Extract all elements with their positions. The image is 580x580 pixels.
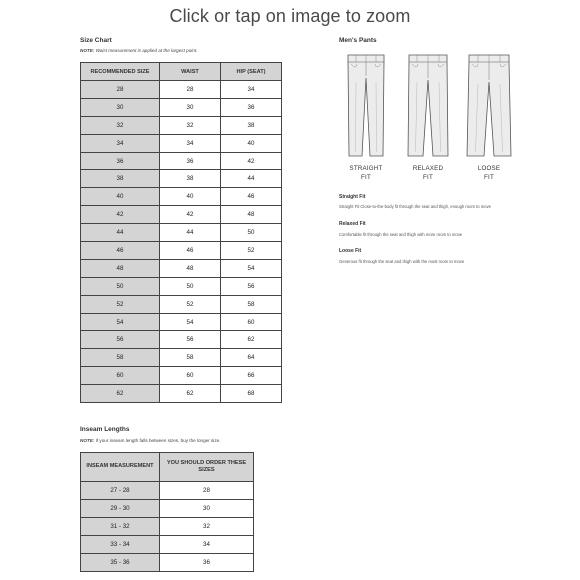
table-cell: 38 (221, 116, 282, 134)
table-row (81, 170, 282, 188)
table-cell: 50 (160, 277, 221, 295)
table-cell: 54 (160, 313, 221, 331)
table-cell: 58 (160, 349, 221, 367)
inseam-note-text: If your inseam length falls between sizes, buy the longer size. (95, 438, 221, 443)
table-cell: 66 (221, 367, 282, 385)
table-cell: 33 - 34 (81, 536, 160, 554)
table-cell: 68 (221, 385, 282, 403)
table-cell: 36 (221, 98, 282, 116)
table-row (81, 536, 254, 554)
inseam-title: Inseam Lengths (80, 426, 130, 433)
table-cell: 42 (221, 152, 282, 170)
table-cell: 40 (160, 188, 221, 206)
table-cell: 52 (81, 295, 160, 313)
table-cell: 40 (221, 134, 282, 152)
fit-label-relaxed (403, 164, 453, 182)
table-row (81, 500, 254, 518)
table-row (81, 277, 282, 295)
table-cell: 50 (221, 224, 282, 242)
table-row (81, 349, 282, 367)
table-cell: 58 (221, 295, 282, 313)
table-row (81, 152, 282, 170)
table-row (81, 188, 282, 206)
table-cell: 42 (81, 206, 160, 224)
table-cell: 44 (160, 224, 221, 242)
table-cell: 50 (81, 277, 160, 295)
size-chart-note-text: Waist measurement is applied at the largest point. (95, 48, 198, 53)
table-row (81, 295, 282, 313)
desc-relaxed-title: Relaxed Fit (339, 221, 366, 227)
col-recommended-size: RECOMMENDED SIZE (81, 63, 160, 81)
fit-label-straight-line2: FIT (361, 174, 371, 181)
mens-pants-title: Men's Pants (339, 37, 377, 44)
table-row (81, 367, 282, 385)
table-row (81, 554, 254, 572)
inseam-header-row (81, 453, 254, 482)
table-cell: 46 (221, 188, 282, 206)
table-cell: 62 (160, 385, 221, 403)
table-cell: 56 (160, 331, 221, 349)
fit-label-relaxed-line2: FIT (423, 174, 433, 181)
fit-label-straight-line1: STRAIGHT (349, 165, 383, 172)
table-cell: 34 (160, 536, 254, 554)
col-hip-seat: HIP (SEAT) (221, 63, 282, 81)
table-cell: 52 (160, 295, 221, 313)
table-cell: 62 (81, 385, 160, 403)
desc-loose-text: Generous fit through the seat and thigh with the most room to move (339, 259, 465, 264)
table-cell: 48 (81, 259, 160, 277)
size-chart-note (80, 48, 197, 53)
fit-label-loose-line2: FIT (484, 174, 494, 181)
col-inseam-measurement: INSEAM MEASUREMENT (81, 453, 160, 482)
size-chart-table (80, 62, 282, 403)
table-row (81, 81, 282, 99)
table-cell: 28 (160, 482, 254, 500)
table-row (81, 116, 282, 134)
col-order-sizes: YOU SHOULD ORDER THESE SIZES (160, 453, 254, 482)
fit-label-straight (341, 164, 391, 182)
table-cell: 52 (221, 242, 282, 260)
table-cell: 36 (81, 152, 160, 170)
table-cell: 60 (81, 367, 160, 385)
table-cell: 32 (81, 116, 160, 134)
table-cell: 30 (160, 98, 221, 116)
table-cell: 28 (160, 81, 221, 99)
table-cell: 56 (81, 331, 160, 349)
table-cell: 38 (81, 170, 160, 188)
table-cell: 56 (221, 277, 282, 295)
table-cell: 27 - 28 (81, 482, 160, 500)
inseam-note (80, 438, 220, 443)
desc-loose-title: Loose Fit (339, 248, 362, 254)
table-cell: 28 (81, 81, 160, 99)
inseam-table (80, 452, 254, 572)
table-cell: 34 (160, 134, 221, 152)
col-waist: WAIST (160, 63, 221, 81)
table-row (81, 331, 282, 349)
table-cell: 32 (160, 116, 221, 134)
table-cell: 48 (221, 206, 282, 224)
table-cell: 31 - 32 (81, 518, 160, 536)
table-row (81, 385, 282, 403)
table-cell: 58 (81, 349, 160, 367)
zoom-hint[interactable]: Click or tap on image to zoom (169, 6, 411, 26)
table-cell: 36 (160, 152, 221, 170)
table-cell: 60 (221, 313, 282, 331)
table-cell: 40 (81, 188, 160, 206)
table-cell: 44 (221, 170, 282, 188)
table-row (81, 259, 282, 277)
table-row (81, 313, 282, 331)
table-cell: 29 - 30 (81, 500, 160, 518)
desc-straight-title: Straight Fit (339, 194, 366, 200)
size-chart-note-label: NOTE: (80, 48, 95, 53)
table-cell: 30 (160, 500, 254, 518)
table-cell: 48 (160, 259, 221, 277)
table-cell: 34 (221, 81, 282, 99)
table-row (81, 98, 282, 116)
straight-fit-pants-icon (343, 52, 389, 158)
table-cell: 44 (81, 224, 160, 242)
table-row (81, 134, 282, 152)
size-chart-title: Size Chart (80, 37, 112, 44)
table-cell: 35 - 36 (81, 554, 160, 572)
table-cell: 42 (160, 206, 221, 224)
table-row (81, 242, 282, 260)
table-cell: 60 (160, 367, 221, 385)
table-cell: 46 (160, 242, 221, 260)
table-cell: 46 (81, 242, 160, 260)
size-chart-header-row (81, 63, 282, 81)
table-row (81, 224, 282, 242)
table-row (81, 206, 282, 224)
fit-label-loose (464, 164, 514, 182)
table-cell: 32 (160, 518, 254, 536)
table-cell: 38 (160, 170, 221, 188)
table-cell: 34 (81, 134, 160, 152)
table-cell: 54 (81, 313, 160, 331)
table-cell: 64 (221, 349, 282, 367)
table-cell: 54 (221, 259, 282, 277)
desc-relaxed-text: Comfortable fit through the seat and thigh with more room to move (339, 232, 463, 237)
desc-straight-text: Straight Fit Close-to-the-body fit through the seat and thigh, enough room to move (339, 204, 491, 209)
table-cell: 62 (221, 331, 282, 349)
inseam-note-label: NOTE: (80, 438, 95, 443)
table-cell: 30 (81, 98, 160, 116)
relaxed-fit-pants-icon (404, 52, 452, 158)
fit-label-loose-line1: LOOSE (477, 165, 501, 172)
table-row (81, 482, 254, 500)
table-row (81, 518, 254, 536)
loose-fit-pants-icon (464, 52, 514, 158)
table-cell: 36 (160, 554, 254, 572)
fit-label-relaxed-line1: RELAXED (412, 165, 444, 172)
